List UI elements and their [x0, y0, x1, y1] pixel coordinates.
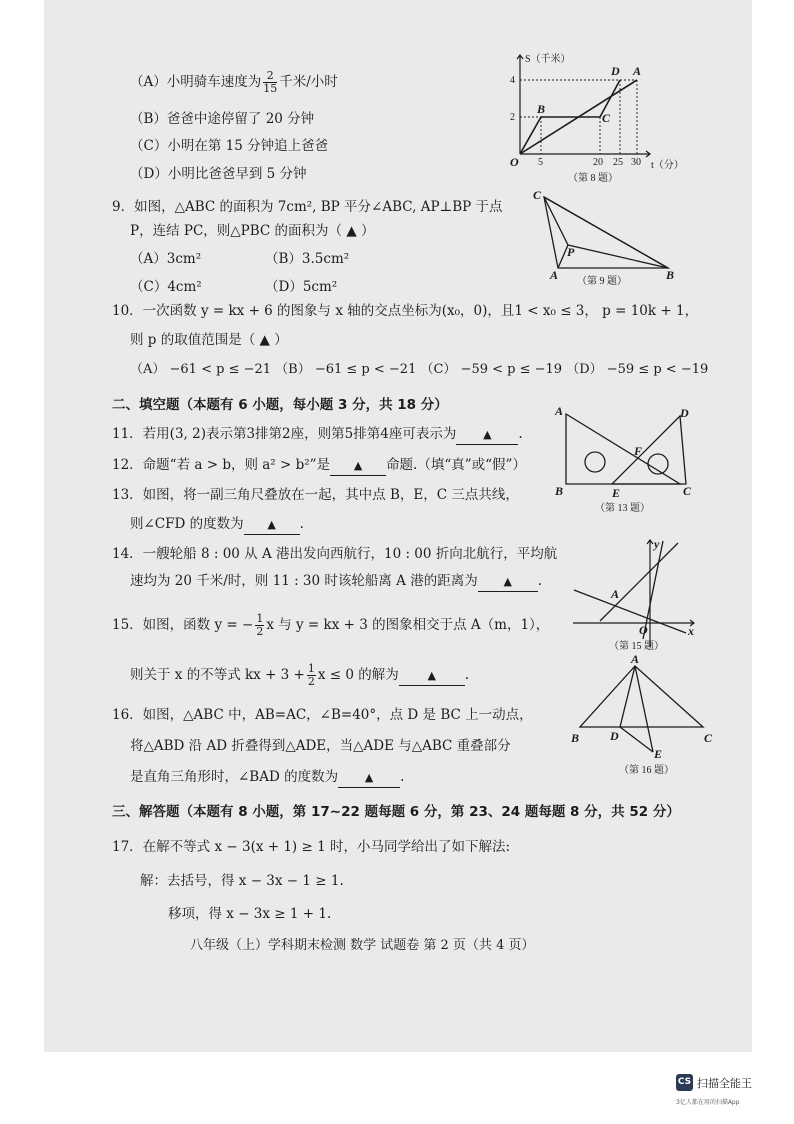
q13-answer-blank: ▲ — [244, 516, 300, 535]
q10-options: （A） −61 < p ≤ −21 （B） −61 ≤ p < −21 （C） −59 < p ≤ −19 （D） −59 ≤ p < −19 — [130, 362, 709, 377]
fig9-label-c: C — [533, 188, 542, 202]
fig16-label-d: D — [610, 729, 619, 743]
fig13-label-e: E — [612, 486, 621, 500]
q11-text: 11．若用(3, 2)表示第3排第2座，则第5排第4座可表示为 ▲ . — [112, 425, 523, 445]
q8-option-d: （D）小明比爸爸早到 5 分钟 — [130, 166, 307, 182]
q8-option-b: （B）爸爸中途停留了 20 分钟 — [130, 111, 315, 127]
fig8-point-a: A — [633, 64, 642, 78]
fig8-xlabel: t（分） — [651, 160, 684, 171]
fig13-label-f: F — [634, 444, 643, 458]
q9-option-a: （A）3cm² — [130, 251, 202, 267]
fig13-label-c: C — [683, 484, 692, 498]
camscanner-tagline: 3亿人都在用的扫描App — [676, 1099, 740, 1106]
fig16-caption: （第 16 题） — [619, 765, 674, 776]
q17-stem: 17．在解不等式 x − 3(x + 1) ≥ 1 时，小马同学给出了如下解法: — [112, 839, 511, 855]
fig15-label-x: x — [688, 624, 694, 638]
fig8-origin: O — [510, 155, 519, 169]
q8-option-a: （A）小明骑车速度为 $\frac{2}{15}$ 千米/小时 — [130, 69, 338, 95]
fig8-xtick-25: 25 — [613, 157, 623, 168]
q17-step2: 移项，得 x − 3x ≥ 1 + 1. — [168, 906, 332, 922]
fig16-label-c: C — [704, 731, 713, 745]
fig8-caption: （第 8 题） — [568, 173, 618, 184]
fig8-xtick-5: 5 — [538, 157, 543, 168]
q13-stem-line1: 13．如图，将一副三角尺叠放在一起，其中点 B，E，C 三点共线， — [112, 487, 519, 503]
fig8-point-d: D — [611, 64, 620, 78]
fig15-caption: （第 15 题） — [609, 641, 664, 652]
fig9-label-b: B — [666, 268, 675, 282]
q15-stem-line1: 15．如图，函数 y = − $\frac{1}{2}$ x 与 y = kx + 3 的图象相交于点 A（m，1）， — [112, 612, 550, 638]
fig13-caption: （第 13 题） — [595, 503, 650, 514]
q13-stem-line2: 则∠CFD 的度数为 ▲ . — [130, 515, 304, 535]
q16-stem-line3: 是直角三角形时，∠BAD 的度数为 ▲ . — [130, 768, 404, 788]
q14-answer-blank: ▲ — [478, 573, 538, 592]
fig8-point-b: B — [537, 102, 546, 116]
q9-option-b: （B）3.5cm² — [265, 251, 350, 267]
q17-step1: 解：去括号，得 x − 3x − 1 ≥ 1. — [140, 873, 344, 889]
camscanner-logo-icon: CS — [676, 1074, 693, 1091]
q16-stem-line1: 16．如图，△ABC 中，AB=AC，∠B=40°，点 D 是 BC 上一动点， — [112, 707, 533, 723]
fig16-label-b: B — [571, 731, 580, 745]
q9-option-d: （D）5cm² — [265, 279, 338, 295]
q12-answer-blank: ▲ — [330, 457, 386, 476]
figure-16-triangle — [565, 652, 720, 782]
q14-stem-line2: 速均为 20 千米/时，则 11 : 30 时该轮船离 A 港的距离为 ▲ . — [130, 572, 542, 592]
figure-9-triangle — [530, 183, 680, 288]
fig13-label-b: B — [555, 484, 564, 498]
fig13-label-d: D — [680, 406, 689, 420]
fig9-caption: （第 9 题） — [577, 276, 627, 287]
q10-stem-line1: 10．一次函数 y = kx + 6 的图象与 x 轴的交点坐标为(x₀，0)，且1 < x₀ ≤ 3， p = 10k + 1， — [112, 303, 699, 319]
q10-stem-line2: 则 p 的取值范围是（ ▲ ） — [130, 332, 288, 348]
fig8-ytick-2: 2 — [510, 112, 515, 123]
q16-answer-blank: ▲ — [338, 769, 400, 788]
fig8-xtick-30: 30 — [631, 157, 641, 168]
q8-option-c: （C）小明在第 15 分钟追上爸爸 — [130, 138, 329, 154]
fig16-label-e: E — [654, 747, 663, 761]
q9-stem-line2: P，连结 PC，则△PBC 的面积为（ ▲ ） — [130, 223, 375, 239]
q15-answer-blank: ▲ — [399, 667, 465, 686]
q16-stem-line2: 将△ABD 沿 AD 折叠得到△ADE，当△ADE 与△ABC 重叠部分 — [130, 738, 511, 754]
fig13-label-a: A — [555, 404, 564, 418]
figure-13-set-squares — [550, 400, 710, 516]
section-2-heading: 二、填空题（本题有 6 小题，每小题 3 分，共 18 分） — [112, 397, 448, 413]
figure-15-graph — [568, 535, 703, 655]
fig15-label-y: y — [654, 537, 660, 551]
fig15-label-a: A — [611, 587, 620, 601]
fig16-label-a: A — [631, 652, 640, 666]
page-footer: 八年级（上）学科期末检测 数学 试题卷 第 2 页（共 4 页） — [190, 938, 535, 953]
q15-stem-line2: 则关于 x 的不等式 kx + 3 + $\frac{1}{2}$ x ≤ 0 的解为 ▲ . — [130, 662, 470, 688]
camscanner-app-name: 扫描全能王 — [697, 1077, 752, 1090]
fig8-ytick-4: 4 — [510, 75, 515, 86]
q9-option-c: （C）4cm² — [130, 279, 202, 295]
q9-stem-line1: 9．如图，△ABC 的面积为 7cm², BP 平分∠ABC, AP⊥BP 于点 — [112, 199, 503, 215]
q14-stem-line1: 14．一艘轮船 8 : 00 从 A 港出发向西航行，10 : 00 折向北航行，平均航 — [112, 546, 558, 562]
fig8-point-c: C — [602, 111, 611, 125]
fig15-label-o: O — [639, 623, 648, 637]
fig9-label-a: A — [550, 268, 559, 282]
fig8-ylabel: S（千米） — [525, 54, 571, 65]
fig8-xtick-20: 20 — [593, 157, 603, 168]
section-3-heading: 三、解答题（本题有 8 小题，第 17∼22 题每题 6 分，第 23、24 题每题 8 分，共 52 分） — [112, 804, 680, 820]
fig9-label-p: P — [567, 245, 575, 259]
q12-text: 12．命题“若 a > b，则 a² > b²”是 ▲ 命题.（填“真”或“假”） — [112, 456, 526, 476]
q11-answer-blank: ▲ — [456, 426, 518, 445]
figure-8-graph — [500, 50, 684, 185]
